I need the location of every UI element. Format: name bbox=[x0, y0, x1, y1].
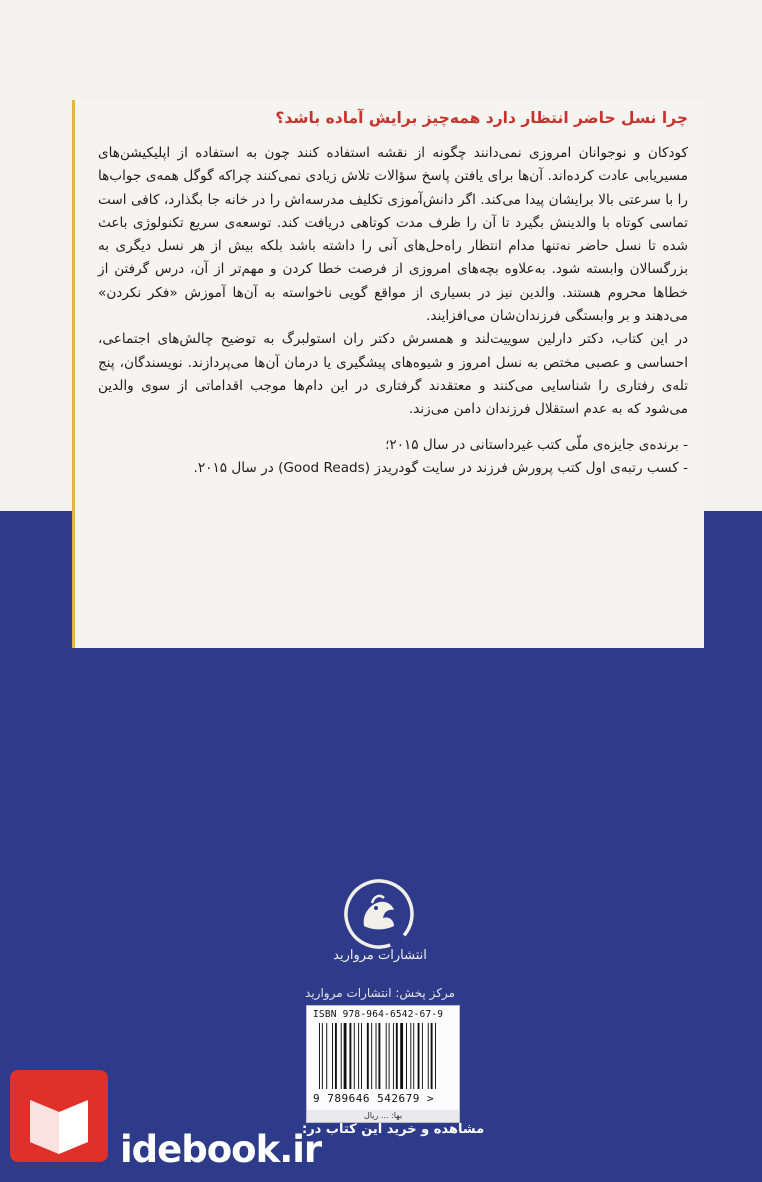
award-item-2: - کسب رتبه‌ی اول کتب پرورش فرزند در سایت گودریدز (Good Reads) در سال ۲۰۱۵. bbox=[193, 459, 688, 476]
barcode-number: 9 789646 542679 > bbox=[313, 1092, 435, 1105]
distributor-line: مرکز پخش: انتشارات مروارید bbox=[305, 986, 455, 1000]
awards-list bbox=[98, 434, 688, 481]
blurb-paragraph-2: در این کتاب، دکتر دارلین سوییت‌لند و همسرش دکتر ران استولبرگ به توضیح چالش‌های اجتماعی، احساسی و عصبی مختص به نسل امروز و شیوه‌های پیشگیری یا درمان آن‌ها می‌پردازند. نویسندگان، پنج تله‌ی رفتاری را شناسایی می‌کنند و معتقدند گرفتاری در این دام‌ها موجب اقداماتی از سوی والدین می‌شود که به عدم استقلال فرزندان دامن می‌زند. bbox=[98, 331, 688, 418]
blurb-heading: چرا نسل حاضر انتظار دارد همه‌چیز برایش آماده باشد؟ bbox=[275, 109, 688, 127]
watermark-caption: مشاهده و خرید این کتاب در: bbox=[302, 1122, 485, 1137]
blurb-content bbox=[98, 106, 688, 480]
isbn-label: ISBN 978-964-6542-67-9 bbox=[313, 1009, 444, 1020]
watermark-site-name[interactable]: idebook.ir bbox=[120, 1128, 322, 1171]
blurb-box bbox=[72, 100, 704, 648]
blurb-paragraph-1: کودکان و نوجوانان امروزی نمی‌دانند چگونه از نقشه استفاده کنند چون به استفاده از اپلیکیشن‌های مسیریابی عادت کرده‌اند. آن‌ها برای یافتن پاسخ سؤالات تلاش زیادی نمی‌کنند چراکه گوگل همه‌ی جواب‌ها را با سرعتی بالا برایشان پیدا می‌کند. اگر دانش‌آموزی تکلیف مدرسه‌اش را در خانه جا بگذارد، کافی است تماسی کوتاه با والدینش بگیرد تا آن را ظرف مدت کوتاهی دریافت کند. توسعه‌ی سریع تکنولوژی باعث شده تا نسل حاضر نه‌تنها مدام انتظار راه‌حل‌های آنی را داشته باشد بلکه بیش از هر نسل دیگری به بزرگسالان وابسته شود. به‌علاوه بچه‌های امروزی از فرصت خطا کردن و مهم‌تر از آن، درس گرفتن از خطاها محروم هستند. والدین نیز در بسیاری از مواقع گویی ناخواسته به آن‌ها آموزش «فکر نکردن» می‌دهند و بر وابستگی فرزندان‌شان می‌افزایند. bbox=[98, 145, 688, 325]
price-line: بها: ... ریال bbox=[307, 1110, 459, 1122]
gold-rule bbox=[72, 100, 75, 648]
publisher-name: انتشارات مروارید bbox=[333, 948, 427, 963]
award-item-1: - برنده‌ی جایزه‌ی ملّی کتب غیرداستانی در سال ۲۰۱۵؛ bbox=[385, 436, 688, 453]
